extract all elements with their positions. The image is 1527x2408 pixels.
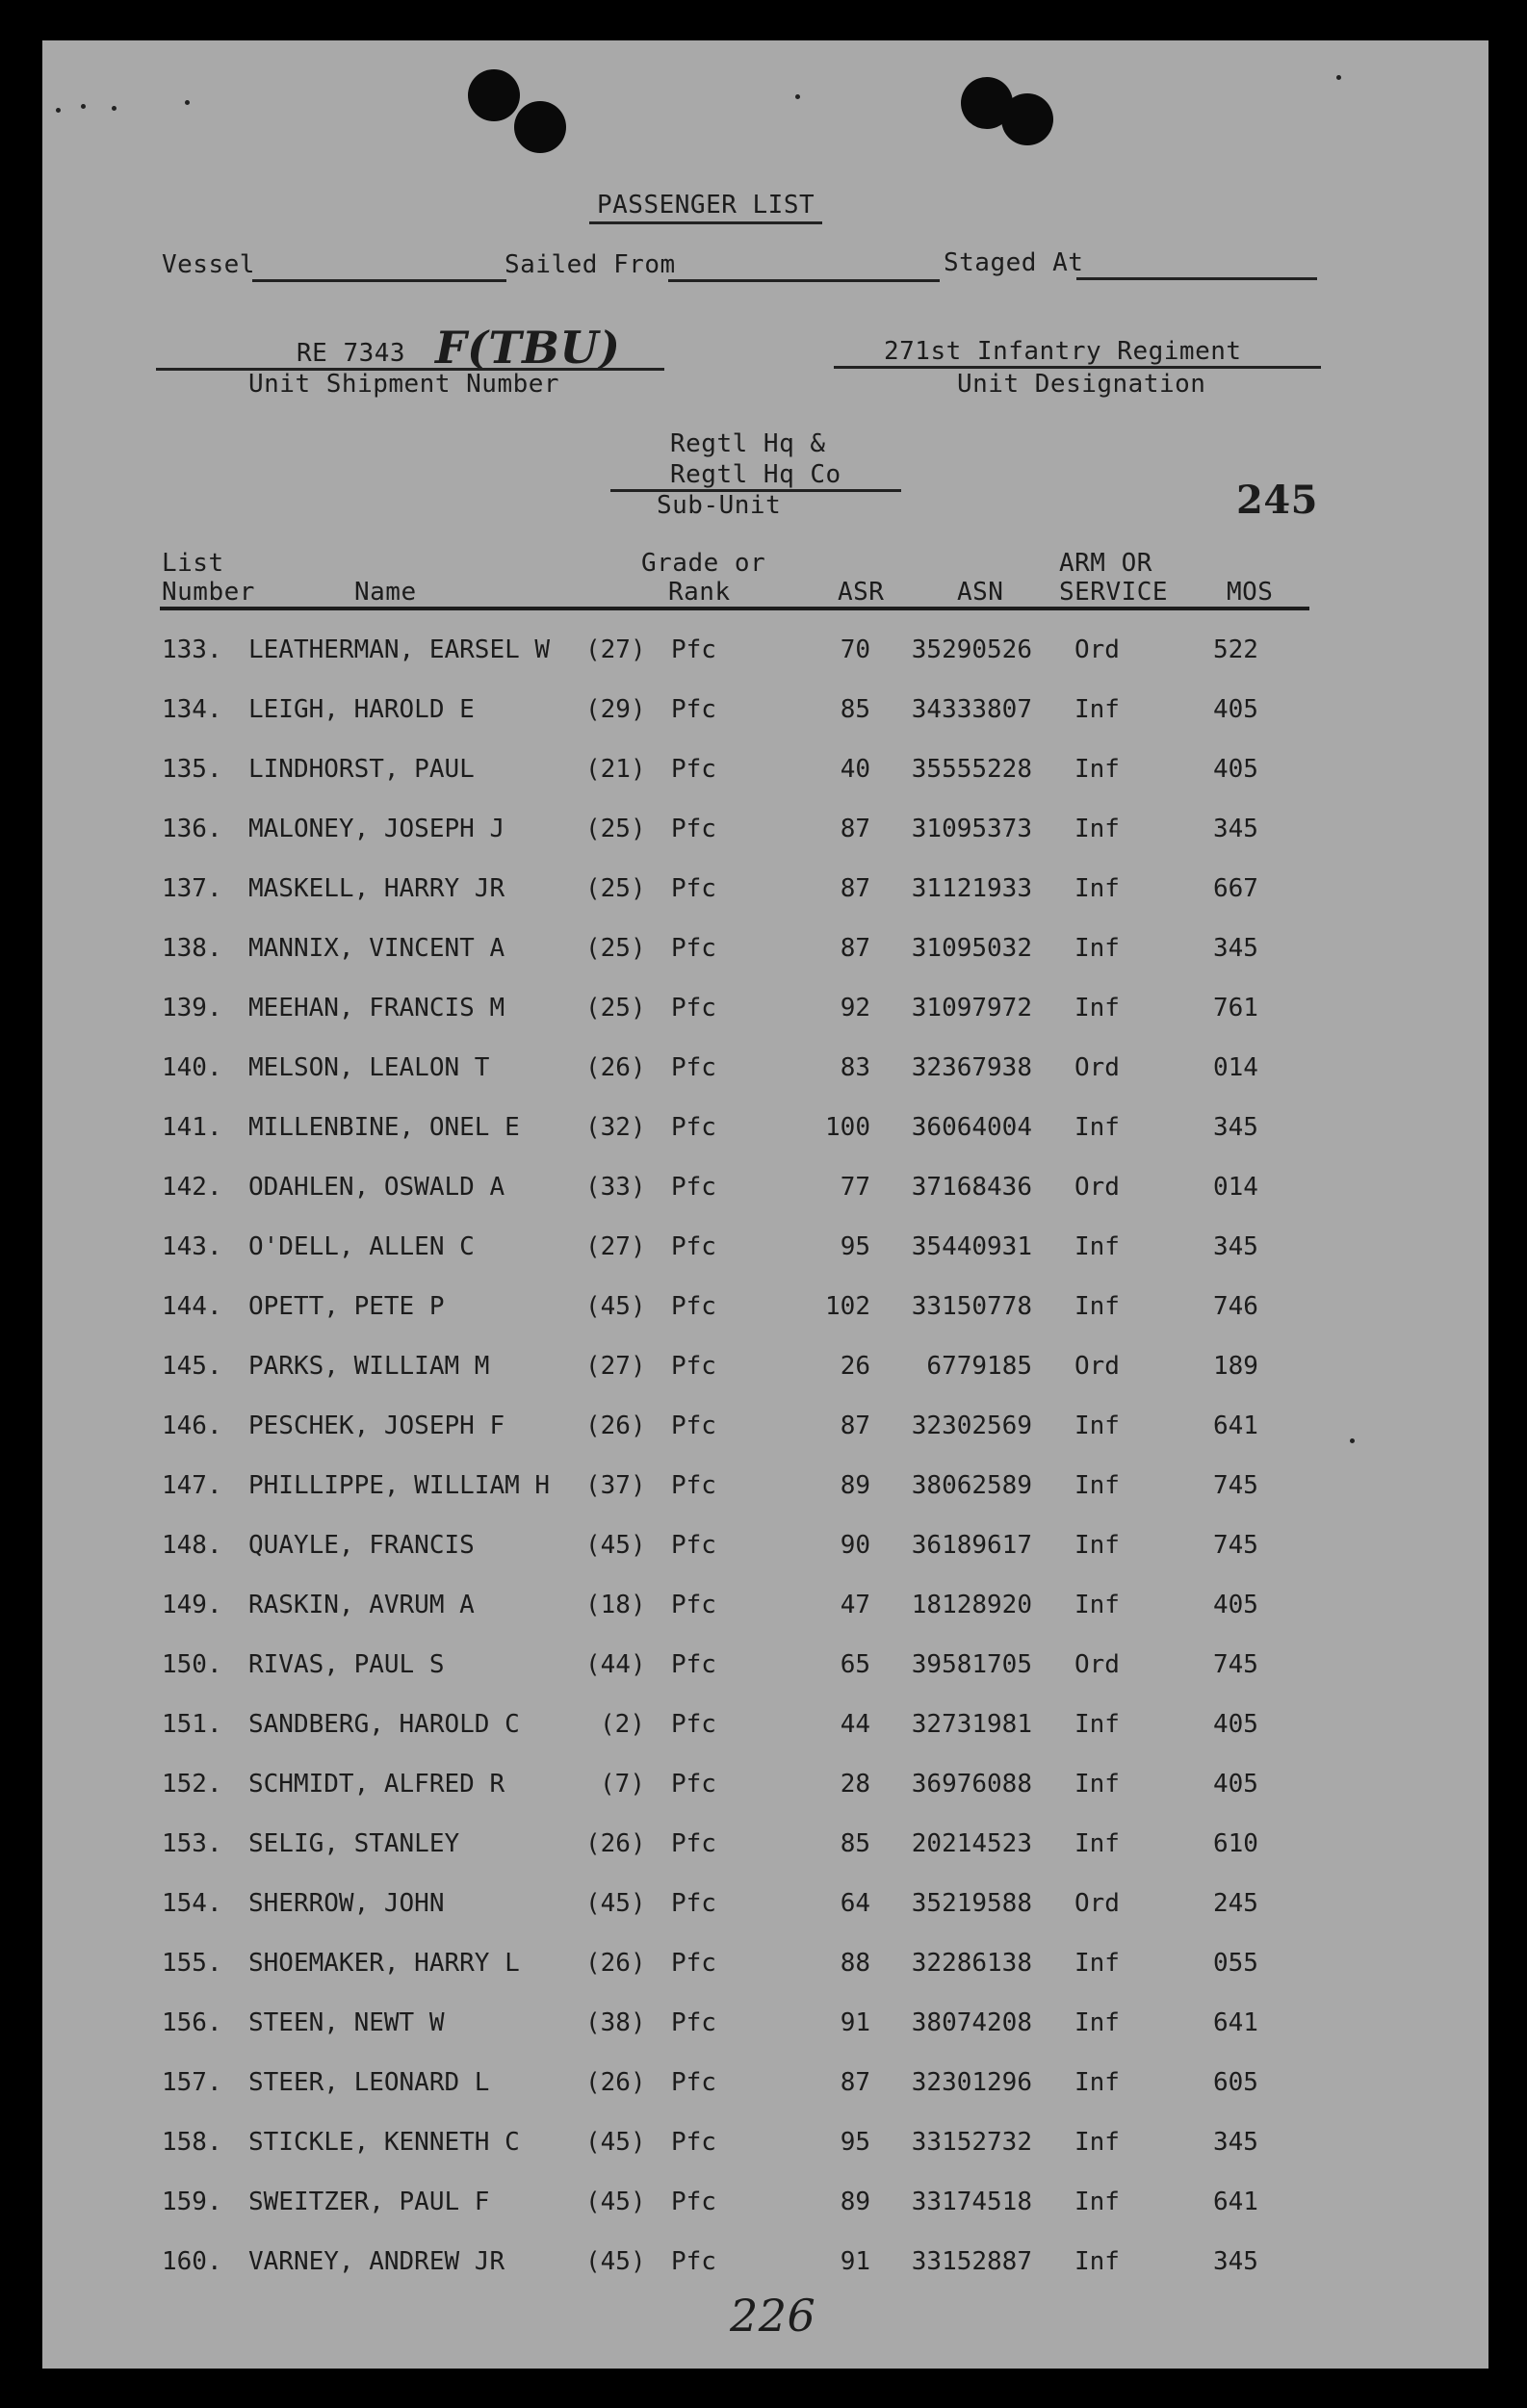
cell-age: (25)	[585, 874, 646, 903]
sub-unit-line1: Regtl Hq &	[670, 429, 826, 458]
paper-speck	[795, 94, 800, 99]
cell-mos: 605	[1213, 2068, 1258, 2097]
cell-num: 143.	[162, 1232, 222, 1261]
cell-name: SANDBERG, HAROLD C	[248, 1710, 520, 1739]
cell-age: (32)	[585, 1113, 646, 1142]
col-list-number-2: Number	[162, 578, 255, 607]
vessel-label: Vessel	[162, 250, 255, 279]
col-asr: ASR	[838, 578, 885, 607]
cell-name: PHILLIPPE, WILLIAM H	[248, 1471, 551, 1500]
cell-age: (25)	[585, 994, 646, 1023]
col-name: Name	[354, 578, 417, 607]
cell-rank: Pfc	[671, 2068, 716, 2097]
cell-age: (26)	[585, 1053, 646, 1082]
cell-arm: Inf	[1074, 1770, 1120, 1799]
cell-num: 138.	[162, 934, 222, 963]
cell-name: MANNIX, VINCENT A	[248, 934, 505, 963]
cell-rank: Pfc	[671, 755, 716, 784]
cell-num: 136.	[162, 815, 222, 843]
cell-mos: 345	[1213, 815, 1258, 843]
cell-mos: 667	[1213, 874, 1258, 903]
cell-rank: Pfc	[671, 2128, 716, 2157]
cell-rank: Pfc	[671, 1113, 716, 1142]
cell-asn: 31097972	[911, 994, 1032, 1023]
cell-asr: 89	[840, 2188, 870, 2216]
cell-rank: Pfc	[671, 695, 716, 724]
cell-asr: 87	[840, 815, 870, 843]
cell-asr: 87	[840, 1411, 870, 1440]
cell-arm: Inf	[1074, 2068, 1120, 2097]
cell-age: (29)	[585, 695, 646, 724]
cell-arm: Inf	[1074, 2008, 1120, 2037]
cell-asr: 90	[840, 1531, 870, 1560]
handwritten-folio: 226	[730, 2290, 816, 2342]
cell-asr: 95	[840, 1232, 870, 1261]
cell-arm: Inf	[1074, 994, 1120, 1023]
col-arm: ARM OR	[1059, 549, 1152, 578]
cell-rank: Pfc	[671, 1471, 716, 1500]
cell-asr: 65	[840, 1650, 870, 1679]
cell-name: MALONEY, JOSEPH J	[248, 815, 505, 843]
table-row	[0, 1531, 1527, 1569]
cell-num: 148.	[162, 1531, 222, 1560]
cell-name: ODAHLEN, OSWALD A	[248, 1173, 505, 1202]
table-row	[0, 1113, 1527, 1152]
cell-age: (45)	[585, 1292, 646, 1321]
cell-mos: 745	[1213, 1531, 1258, 1560]
table-row	[0, 1591, 1527, 1629]
col-grade: Grade or	[641, 549, 766, 578]
cell-arm: Ord	[1074, 635, 1120, 664]
cell-asn: 18128920	[911, 1591, 1032, 1619]
cell-num: 155.	[162, 1949, 222, 1978]
table-row	[0, 1471, 1527, 1510]
table-row	[0, 1889, 1527, 1928]
cell-arm: Inf	[1074, 1531, 1120, 1560]
cell-name: PESCHEK, JOSEPH F	[248, 1411, 505, 1440]
paper-speck	[56, 108, 61, 113]
cell-age: (26)	[585, 1949, 646, 1978]
cell-asn: 20214523	[911, 1829, 1032, 1858]
cell-rank: Pfc	[671, 1292, 716, 1321]
staged-at-label: Staged At	[944, 248, 1084, 277]
cell-mos: 405	[1213, 1770, 1258, 1799]
table-row	[0, 874, 1527, 913]
cell-num: 146.	[162, 1411, 222, 1440]
cell-asr: 87	[840, 934, 870, 963]
table-row	[0, 1949, 1527, 1987]
page-number: 245	[1236, 478, 1318, 523]
cell-name: RIVAS, PAUL S	[248, 1650, 445, 1679]
cell-age: (45)	[585, 2247, 646, 2276]
table-row	[0, 635, 1527, 674]
table-row	[0, 1232, 1527, 1271]
cell-arm: Inf	[1074, 1591, 1120, 1619]
cell-num: 151.	[162, 1710, 222, 1739]
cell-arm: Inf	[1074, 2128, 1120, 2157]
cell-name: OPETT, PETE P	[248, 1292, 445, 1321]
cell-mos: 345	[1213, 1113, 1258, 1142]
cell-asr: 89	[840, 1471, 870, 1500]
cell-arm: Inf	[1074, 1232, 1120, 1261]
cell-asr: 28	[840, 1770, 870, 1799]
cell-asr: 70	[840, 635, 870, 664]
cell-name: VARNEY, ANDREW JR	[248, 2247, 505, 2276]
cell-name: PARKS, WILLIAM M	[248, 1352, 490, 1381]
cell-asr: 91	[840, 2247, 870, 2276]
cell-arm: Ord	[1074, 1352, 1120, 1381]
sailed-from-label: Sailed From	[505, 250, 676, 279]
table-row	[0, 934, 1527, 972]
cell-age: (25)	[585, 934, 646, 963]
cell-age: (45)	[585, 1531, 646, 1560]
cell-asn: 32367938	[911, 1053, 1032, 1082]
cell-arm: Inf	[1074, 1292, 1120, 1321]
col-asn: ASN	[957, 578, 1004, 607]
cell-age: (45)	[585, 1889, 646, 1918]
cell-name: MELSON, LEALON T	[248, 1053, 490, 1082]
col-grade-2: Rank	[668, 578, 731, 607]
cell-mos: 761	[1213, 994, 1258, 1023]
cell-asr: 91	[840, 2008, 870, 2037]
cell-asr: 44	[840, 1710, 870, 1739]
cell-num: 134.	[162, 695, 222, 724]
cell-asn: 33150778	[911, 1292, 1032, 1321]
cell-asr: 92	[840, 994, 870, 1023]
cell-asr: 85	[840, 1829, 870, 1858]
cell-mos: 522	[1213, 635, 1258, 664]
cell-age: (27)	[585, 1232, 646, 1261]
cell-arm: Inf	[1074, 2247, 1120, 2276]
cell-num: 144.	[162, 1292, 222, 1321]
cell-asn: 33152732	[911, 2128, 1032, 2157]
cell-mos: 641	[1213, 2188, 1258, 2216]
cell-mos: 745	[1213, 1650, 1258, 1679]
cell-arm: Ord	[1074, 1650, 1120, 1679]
cell-mos: 014	[1213, 1173, 1258, 1202]
cell-asn: 31095032	[911, 934, 1032, 963]
table-row	[0, 2247, 1527, 2286]
cell-arm: Ord	[1074, 1053, 1120, 1082]
cell-rank: Pfc	[671, 1411, 716, 1440]
cell-asn: 32302569	[911, 1411, 1032, 1440]
cell-name: SHOEMAKER, HARRY L	[248, 1949, 520, 1978]
cell-num: 141.	[162, 1113, 222, 1142]
cell-asn: 38062589	[911, 1471, 1032, 1500]
cell-num: 149.	[162, 1591, 222, 1619]
cell-age: (33)	[585, 1173, 646, 1202]
cell-name: SHERROW, JOHN	[248, 1889, 445, 1918]
cell-rank: Pfc	[671, 635, 716, 664]
cell-num: 140.	[162, 1053, 222, 1082]
cell-name: O'DELL, ALLEN C	[248, 1232, 475, 1261]
cell-asr: 87	[840, 874, 870, 903]
cell-asr: 40	[840, 755, 870, 784]
table-row	[0, 994, 1527, 1032]
table-row	[0, 1829, 1527, 1868]
cell-age: (45)	[585, 2188, 646, 2216]
cell-num: 142.	[162, 1173, 222, 1202]
col-list-number: List	[162, 549, 224, 578]
cell-asn: 32301296	[911, 2068, 1032, 2097]
cell-mos: 405	[1213, 755, 1258, 784]
cell-rank: Pfc	[671, 1829, 716, 1858]
cell-num: 147.	[162, 1471, 222, 1500]
paper-speck	[112, 106, 116, 111]
shipment-caption: Unit Shipment Number	[248, 370, 560, 399]
cell-num: 139.	[162, 994, 222, 1023]
cell-num: 150.	[162, 1650, 222, 1679]
paper-speck	[185, 100, 190, 105]
table-row	[0, 2188, 1527, 2226]
table-row	[0, 2128, 1527, 2166]
cell-rank: Pfc	[671, 1352, 716, 1381]
cell-age: (25)	[585, 815, 646, 843]
cell-asn: 36189617	[911, 1531, 1032, 1560]
shipment-handwritten: F(TBU)	[435, 322, 621, 374]
cell-name: MASKELL, HARRY JR	[248, 874, 505, 903]
cell-age: (44)	[585, 1650, 646, 1679]
cell-arm: Inf	[1074, 874, 1120, 903]
cell-rank: Pfc	[671, 1710, 716, 1739]
cell-age: (18)	[585, 1591, 646, 1619]
cell-mos: 245	[1213, 1889, 1258, 1918]
cell-rank: Pfc	[671, 1949, 716, 1978]
cell-asn: 31095373	[911, 815, 1032, 843]
cell-name: SWEITZER, PAUL F	[248, 2188, 490, 2216]
cell-rank: Pfc	[671, 1591, 716, 1619]
cell-rank: Pfc	[671, 2188, 716, 2216]
cell-age: (26)	[585, 2068, 646, 2097]
cell-asn: 32286138	[911, 1949, 1032, 1978]
paper-speck	[81, 104, 86, 109]
cell-asn: 6779185	[926, 1352, 1032, 1381]
cell-name: LINDHORST, PAUL	[248, 755, 475, 784]
cell-rank: Pfc	[671, 2247, 716, 2276]
cell-mos: 405	[1213, 1710, 1258, 1739]
cell-age: (38)	[585, 2008, 646, 2037]
table-row	[0, 1053, 1527, 1092]
cell-mos: 641	[1213, 2008, 1258, 2037]
cell-asr: 95	[840, 2128, 870, 2157]
cell-arm: Inf	[1074, 1829, 1120, 1858]
cell-num: 158.	[162, 2128, 222, 2157]
table-row	[0, 2068, 1527, 2107]
cell-age: (27)	[585, 635, 646, 664]
cell-num: 153.	[162, 1829, 222, 1858]
cell-asn: 35219588	[911, 1889, 1032, 1918]
cell-asr: 83	[840, 1053, 870, 1082]
cell-name: STEEN, NEWT W	[248, 2008, 445, 2037]
table-row	[0, 1352, 1527, 1390]
cell-mos: 014	[1213, 1053, 1258, 1082]
cell-asn: 35555228	[911, 755, 1032, 784]
unit-designation: 271st Infantry Regiment	[884, 337, 1242, 366]
cell-rank: Pfc	[671, 874, 716, 903]
cell-mos: 746	[1213, 1292, 1258, 1321]
cell-num: 135.	[162, 755, 222, 784]
cell-asn: 38074208	[911, 2008, 1032, 2037]
table-row	[0, 1292, 1527, 1331]
cell-mos: 055	[1213, 1949, 1258, 1978]
table-row	[0, 1770, 1527, 1808]
cell-age: (21)	[585, 755, 646, 784]
cell-name: STEER, LEONARD L	[248, 2068, 490, 2097]
cell-mos: 610	[1213, 1829, 1258, 1858]
cell-name: QUAYLE, FRANCIS	[248, 1531, 475, 1560]
cell-asn: 31121933	[911, 874, 1032, 903]
table-row	[0, 815, 1527, 853]
cell-arm: Inf	[1074, 815, 1120, 843]
cell-asn: 34333807	[911, 695, 1032, 724]
cell-age: (7)	[600, 1770, 645, 1799]
cell-rank: Pfc	[671, 1232, 716, 1261]
cell-asn: 33174518	[911, 2188, 1032, 2216]
cell-name: MEEHAN, FRANCIS M	[248, 994, 505, 1023]
cell-name: LEATHERMAN, EARSEL W	[248, 635, 551, 664]
table-row	[0, 695, 1527, 734]
cell-asr: 88	[840, 1949, 870, 1978]
unit-designation-caption: Unit Designation	[957, 370, 1206, 399]
cell-rank: Pfc	[671, 1650, 716, 1679]
cell-asn: 36064004	[911, 1113, 1032, 1142]
table-row	[0, 755, 1527, 793]
cell-mos: 641	[1213, 1411, 1258, 1440]
cell-rank: Pfc	[671, 934, 716, 963]
cell-arm: Ord	[1074, 1173, 1120, 1202]
cell-asn: 37168436	[911, 1173, 1032, 1202]
paper-speck	[1336, 75, 1341, 80]
sub-unit-caption: Sub-Unit	[657, 491, 782, 520]
sub-unit-line2: Regtl Hq Co	[670, 460, 841, 489]
cell-mos: 345	[1213, 1232, 1258, 1261]
cell-num: 137.	[162, 874, 222, 903]
cell-name: SELIG, STANLEY	[248, 1829, 460, 1858]
cell-rank: Pfc	[671, 2008, 716, 2037]
cell-asn: 32731981	[911, 1710, 1032, 1739]
punch-hole	[468, 69, 520, 121]
cell-asn: 35440931	[911, 1232, 1032, 1261]
cell-asr: 102	[825, 1292, 870, 1321]
cell-rank: Pfc	[671, 1531, 716, 1560]
cell-asr: 26	[840, 1352, 870, 1381]
table-row	[0, 1650, 1527, 1689]
cell-asn: 33152887	[911, 2247, 1032, 2276]
cell-age: (26)	[585, 1411, 646, 1440]
cell-arm: Inf	[1074, 755, 1120, 784]
cell-asr: 77	[840, 1173, 870, 1202]
shipment-number: RE 7343	[297, 339, 406, 368]
cell-num: 133.	[162, 635, 222, 664]
cell-name: STICKLE, KENNETH C	[248, 2128, 520, 2157]
table-row	[0, 1710, 1527, 1748]
table-row	[0, 1173, 1527, 1211]
cell-asr: 64	[840, 1889, 870, 1918]
cell-age: (26)	[585, 1829, 646, 1858]
cell-asn: 35290526	[911, 635, 1032, 664]
cell-arm: Inf	[1074, 1710, 1120, 1739]
cell-mos: 345	[1213, 2128, 1258, 2157]
col-mos: MOS	[1227, 578, 1274, 607]
cell-asn: 39581705	[911, 1650, 1032, 1679]
cell-arm: Ord	[1074, 1889, 1120, 1918]
punch-hole	[514, 101, 566, 153]
cell-num: 145.	[162, 1352, 222, 1381]
punch-hole	[1001, 93, 1053, 145]
cell-name: LEIGH, HAROLD E	[248, 695, 475, 724]
cell-asr: 100	[825, 1113, 870, 1142]
cell-name: SCHMIDT, ALFRED R	[248, 1770, 505, 1799]
cell-num: 154.	[162, 1889, 222, 1918]
cell-rank: Pfc	[671, 994, 716, 1023]
cell-arm: Inf	[1074, 1411, 1120, 1440]
cell-arm: Inf	[1074, 695, 1120, 724]
cell-age: (2)	[600, 1710, 645, 1739]
cell-age: (27)	[585, 1352, 646, 1381]
cell-arm: Inf	[1074, 1471, 1120, 1500]
cell-rank: Pfc	[671, 1770, 716, 1799]
cell-num: 152.	[162, 1770, 222, 1799]
cell-asr: 85	[840, 695, 870, 724]
cell-arm: Inf	[1074, 1113, 1120, 1142]
cell-mos: 189	[1213, 1352, 1258, 1381]
cell-mos: 345	[1213, 934, 1258, 963]
cell-arm: Inf	[1074, 934, 1120, 963]
cell-arm: Inf	[1074, 2188, 1120, 2216]
table-row	[0, 1411, 1527, 1450]
col-arm-2: SERVICE	[1059, 578, 1169, 607]
cell-rank: Pfc	[671, 1889, 716, 1918]
cell-asn: 36976088	[911, 1770, 1032, 1799]
cell-asr: 87	[840, 2068, 870, 2097]
cell-age: (37)	[585, 1471, 646, 1500]
cell-mos: 745	[1213, 1471, 1258, 1500]
cell-num: 157.	[162, 2068, 222, 2097]
cell-name: RASKIN, AVRUM A	[248, 1591, 475, 1619]
cell-num: 156.	[162, 2008, 222, 2037]
cell-num: 159.	[162, 2188, 222, 2216]
cell-age: (45)	[585, 2128, 646, 2157]
cell-mos: 345	[1213, 2247, 1258, 2276]
cell-rank: Pfc	[671, 815, 716, 843]
cell-asr: 47	[840, 1591, 870, 1619]
cell-num: 160.	[162, 2247, 222, 2276]
cell-name: MILLENBINE, ONEL E	[248, 1113, 520, 1142]
cell-mos: 405	[1213, 1591, 1258, 1619]
table-row	[0, 2008, 1527, 2047]
cell-rank: Pfc	[671, 1173, 716, 1202]
cell-rank: Pfc	[671, 1053, 716, 1082]
document-title: PASSENGER LIST	[597, 191, 815, 220]
cell-arm: Inf	[1074, 1949, 1120, 1978]
cell-mos: 405	[1213, 695, 1258, 724]
